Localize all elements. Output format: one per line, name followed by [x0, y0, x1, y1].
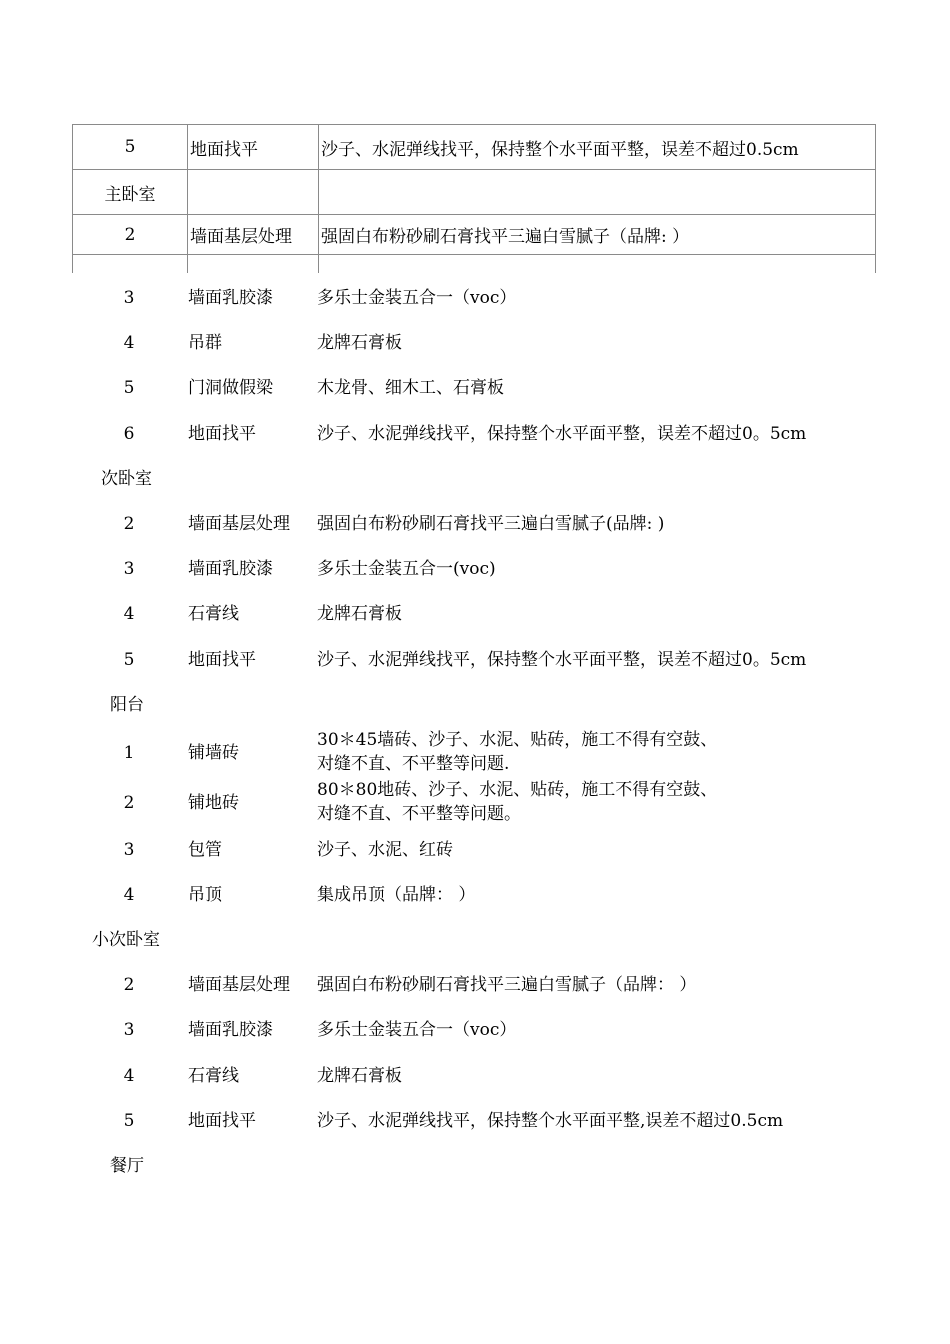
- row-item: 吊群: [188, 333, 222, 353]
- row-number: 2: [123, 975, 135, 995]
- row-description: 多乐士金装五合一(voc): [317, 559, 496, 579]
- row-item: 铺地砖: [188, 793, 239, 813]
- row-description: 沙子、水泥弹线找平，保持整个水平面平整，误差不超过0.5cm: [319, 125, 876, 170]
- section-title-balcony: 阳台: [110, 695, 144, 715]
- section-title-second-bedroom: 次卧室: [101, 469, 152, 489]
- row-number: 4: [123, 1066, 135, 1086]
- empty-cell: [319, 170, 876, 215]
- table-row: [73, 215, 876, 255]
- row-item: 吊顶: [188, 885, 222, 905]
- row-item: 墙面乳胶漆: [188, 288, 273, 308]
- empty-cell: [319, 255, 876, 274]
- row-item: 包管: [188, 840, 222, 860]
- description-line: 80＊80地砖、沙子、水泥、贴砖，施工不得有空鼓、: [317, 780, 718, 800]
- row-item: 地面找平: [188, 650, 256, 670]
- row-number: 5: [123, 1111, 135, 1131]
- row-number: 4: [123, 333, 135, 353]
- empty-cell: [188, 255, 319, 274]
- row-description: 龙牌石膏板: [317, 333, 402, 353]
- row-description: 龙牌石膏板: [317, 1066, 402, 1086]
- row-description: 沙子、水泥弹线找平，保持整个水平面平整,误差不超过0.5cm: [317, 1111, 784, 1131]
- row-number: 4: [123, 604, 135, 624]
- row-number: 5: [73, 125, 188, 170]
- row-description: 木龙骨、细木工、石膏板: [317, 378, 504, 398]
- row-description: 集成吊顶（品牌： ）: [317, 885, 476, 905]
- empty-cell: [73, 255, 188, 274]
- section-title-dining: 餐厅: [110, 1156, 144, 1176]
- row-item: 石膏线: [188, 1066, 239, 1086]
- row-description: 沙子、水泥弹线找平，保持整个水平面平整，误差不超过0。5cm: [317, 424, 807, 444]
- section-title-small-bedroom: 小次卧室: [92, 930, 160, 950]
- row-number: 5: [123, 378, 135, 398]
- row-description: 多乐士金装五合一（voc）: [317, 288, 517, 308]
- row-number: 1: [123, 743, 135, 763]
- row-number: 2: [123, 514, 135, 534]
- table-row: [73, 255, 876, 274]
- row-description: [317, 778, 717, 826]
- row-number: 3: [123, 559, 135, 579]
- description-line: 30＊45墙砖、沙子、水泥、贴砖，施工不得有空鼓、: [317, 730, 718, 750]
- row-description: 强固白布粉砂刷石膏找平三遍白雪腻子（品牌: ）: [319, 215, 876, 255]
- row-item: 石膏线: [188, 604, 239, 624]
- row-item: 铺墙砖: [188, 743, 239, 763]
- section-title-master-bedroom: 主卧室: [73, 170, 188, 215]
- description-line: 对缝不直、不平整等问题.: [317, 754, 510, 774]
- row-description: 沙子、水泥、红砖: [317, 840, 453, 860]
- row-item: 墙面基层处理: [188, 975, 290, 995]
- row-item: 地面找平: [188, 1111, 256, 1131]
- row-description: [317, 728, 717, 776]
- row-item: 门洞做假梁: [188, 378, 273, 398]
- row-number: 6: [123, 424, 135, 444]
- row-number: 2: [73, 215, 188, 255]
- table-row: [73, 125, 876, 170]
- row-number: 3: [123, 288, 135, 308]
- row-item: 地面找平: [188, 125, 319, 170]
- row-number: 3: [123, 840, 135, 860]
- row-description: 龙牌石膏板: [317, 604, 402, 624]
- row-number: 2: [123, 793, 135, 813]
- table-row: [73, 170, 876, 215]
- row-description: 强固白布粉砂刷石膏找平三遍白雪腻子(品牌: ): [317, 514, 665, 534]
- row-description: 强固白布粉砂刷石膏找平三遍白雪腻子（品牌： ）: [317, 975, 697, 995]
- row-item: 地面找平: [188, 424, 256, 444]
- row-item: 墙面乳胶漆: [188, 559, 273, 579]
- top-table: [72, 124, 876, 273]
- row-description: 沙子、水泥弹线找平，保持整个水平面平整，误差不超过0。5cm: [317, 650, 807, 670]
- row-item: 墙面乳胶漆: [188, 1020, 273, 1040]
- row-number: 4: [123, 885, 135, 905]
- row-number: 3: [123, 1020, 135, 1040]
- row-number: 5: [123, 650, 135, 670]
- row-item: 墙面基层处理: [188, 514, 290, 534]
- empty-cell: [188, 170, 319, 215]
- row-item: 墙面基层处理: [188, 215, 319, 255]
- description-line: 对缝不直、不平整等问题。: [317, 804, 521, 824]
- row-description: 多乐士金装五合一（voc）: [317, 1020, 517, 1040]
